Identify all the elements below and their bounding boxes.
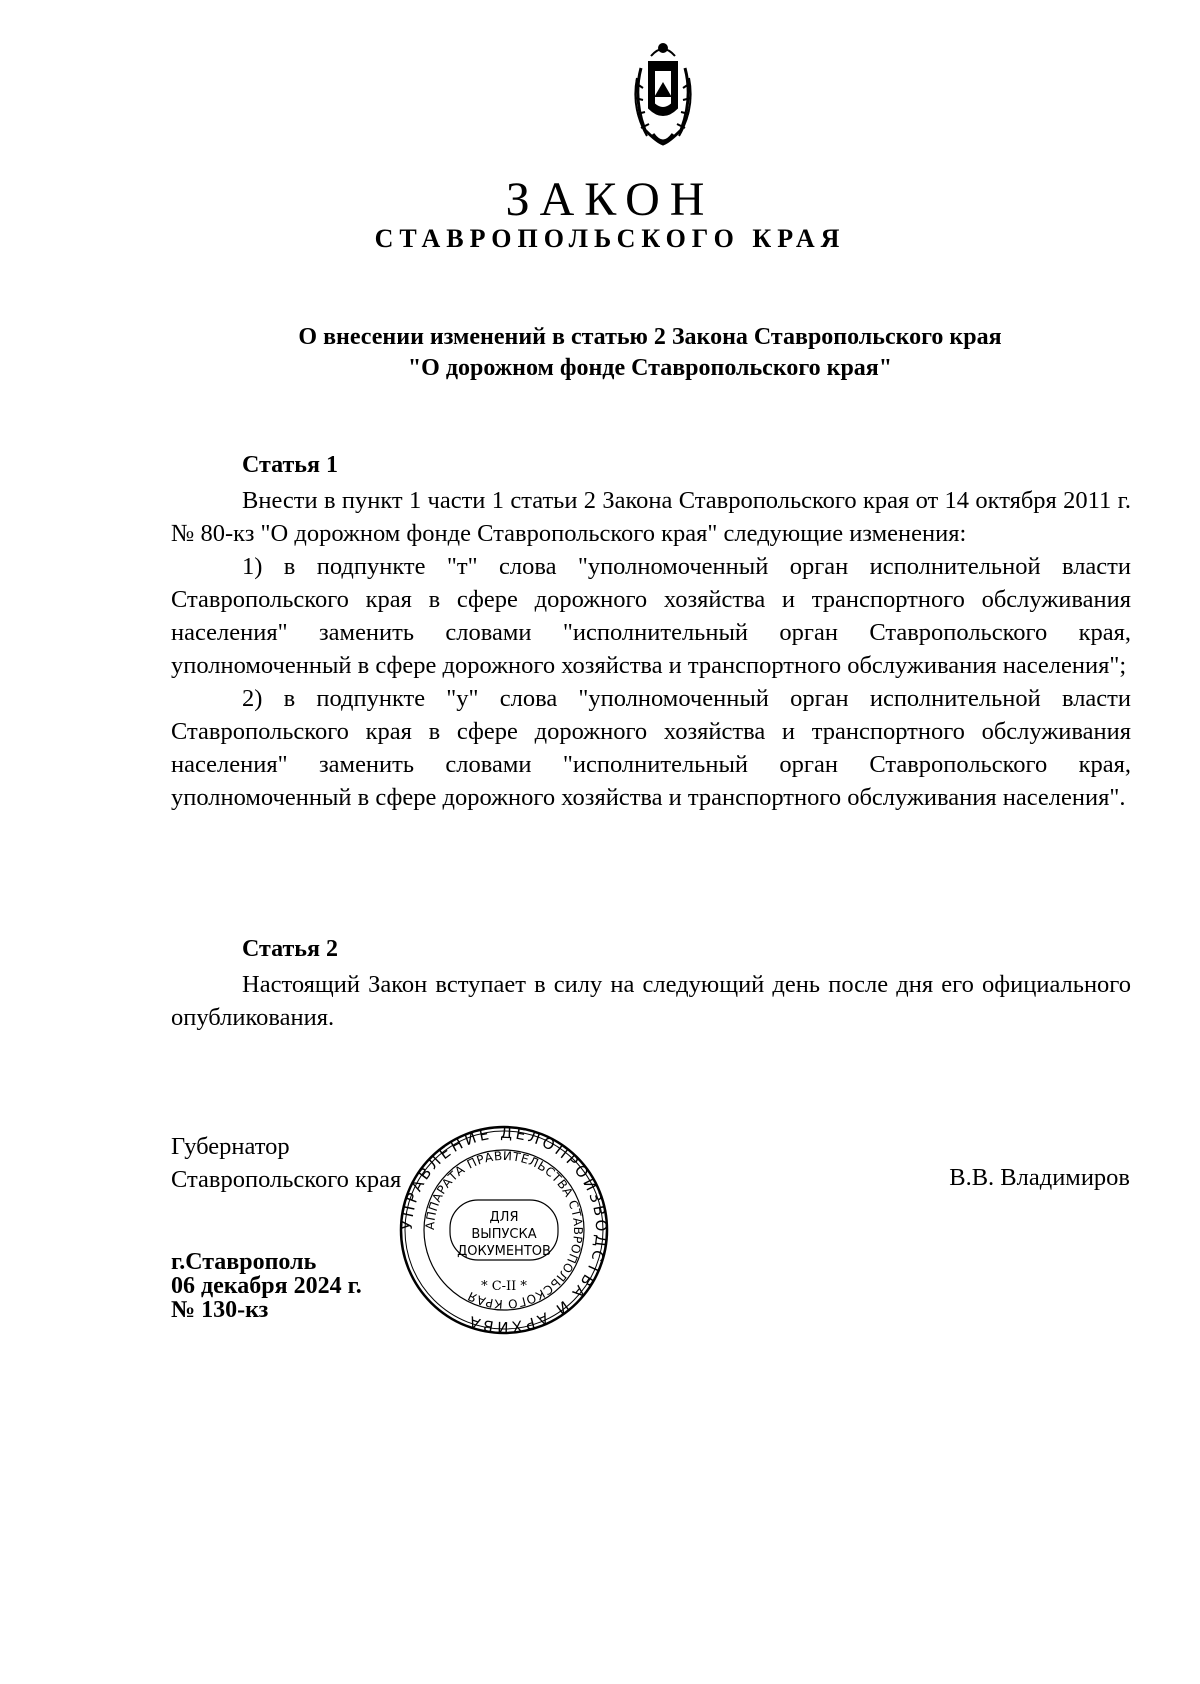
subject-line-1: О внесении изменений в статью 2 Закона Ставропольского края (298, 324, 1002, 350)
issue-date: 06 декабря 2024 г. (171, 1273, 362, 1299)
article-2-heading: Статья 2 (242, 936, 338, 962)
subject-line-2: "О дорожном фонде Ставропольского края" (407, 355, 893, 381)
article-1-heading: Статья 1 (242, 452, 338, 478)
article-2-body (171, 968, 1131, 1034)
stamp-center-line-1: ДЛЯ (489, 1210, 519, 1225)
law-subject (230, 322, 1070, 384)
stamp-inner-ring: АППАРАТА ПРАВИТЕЛЬСТВА СТАВРОПОЛЬСКОГО КРАЯ (422, 1148, 586, 1312)
issue-details (171, 1250, 362, 1322)
coat-of-arms-icon (623, 38, 703, 150)
stamp-code: * С-II * (481, 1279, 527, 1294)
position-line-1: Губернатор (171, 1133, 290, 1160)
issue-number: № 130-кз (171, 1297, 269, 1323)
article-1-body (171, 484, 1131, 814)
stamp-center-line-2: ВЫПУСКА (471, 1227, 537, 1242)
article-1-intro: Внести в пункт 1 части 1 статьи 2 Закона Ставропольского края от 14 октября 2011 г. № 80-кз "О дорожном фонде Ставропольского края" следующие изменения: (171, 487, 1131, 547)
article-2-text: Настоящий Закон вступает в силу на следующий день после дня его официального опубликования. (171, 971, 1131, 1031)
signatory-position (171, 1130, 401, 1196)
article-1-item-1: 1) в подпункте "т" слова "уполномоченный орган исполнительной власти Ставропольского края в сфере дорожного хозяйства и транспортного обслуживания населения" заменить словами "исполнительный орган Ставропольского края, уполномоченный в сфере дорожного хозяйства и транспортного обслуживания населения"; (171, 553, 1131, 679)
position-line-2: Ставропольского края (171, 1166, 402, 1193)
law-region: СТАВРОПОЛЬСКОГО КРАЯ (374, 224, 846, 253)
official-stamp (398, 1124, 610, 1336)
issue-place: г.Ставрополь (171, 1249, 317, 1275)
stamp-outer-ring: УПРАВЛЕНИЕ ДЕЛОПРОИЗВОДСТВА И АРХИВА (398, 1124, 610, 1336)
signatory-name: В.В. Владимиров (949, 1164, 1130, 1191)
law-title: ЗАКОН (505, 173, 715, 226)
stamp-center-line-3: ДОКУМЕНТОВ (457, 1244, 551, 1259)
article-1-item-2: 2) в подпункте "у" слова "уполномоченный орган исполнительной власти Ставропольского края в сфере дорожного хозяйства и транспортного обслуживания населения" заменить словами "исполнительный орган Ставропольского края, уполномоченный в сфере дорожного хозяйства и транспортного обслуживания населения". (171, 685, 1131, 811)
